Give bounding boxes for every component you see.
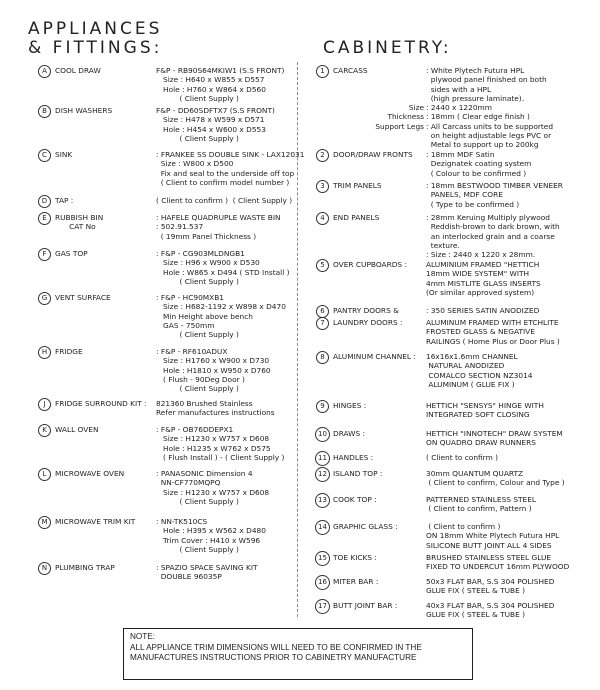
cabinetry-details: : 18mm MDF Satin Dezignatek coating system ( Colour to be confirmed ) [426,150,532,178]
appliance-details: 821360 Brushed Stainless Refer manufactures instructions [156,399,275,418]
cabinetry-details: ALUMINUM FRAMED WITH ETCHLITE FROSTED GLASS & NEGATIVE RAILINGS ( Home Plus or Door Plus ) [426,318,560,346]
cabinetry-badge: 5 [316,259,329,272]
cabinetry-details: BRUSHED STAINLESS STEEL GLUE FIXED TO UNDERCUT 16mm PLYWOOD [426,553,570,572]
appliance-details: : F&P - RF610ADUX Size : H1760 x W900 x D730 Hole : H1810 x W950 x D760 ( Flush - 90Deg Door ) ( Client Supply ) [156,347,271,394]
cabinetry-label: END PANELS [333,213,380,222]
cabinetry-badge: 16 [315,575,330,590]
cabinetry-details: HETTICH "SENSYS" HINGE WITH INTEGRATED SOFT CLOSING [426,401,544,420]
appliance-details: : HAFELE QUADRUPLE WASTE BIN : 502.91.537 ( 19mm Panel Thickness ) [156,213,281,241]
cabinetry-badge: 9 [316,400,329,413]
cabinetry-details: PATTERNED STAINLESS STEEL ( Client to confirm, Pattern ) [426,495,536,514]
column-divider [297,62,298,617]
cabinetry-label: HINGES : [333,401,367,410]
cabinetry-label: OVER CUPBOARDS : [333,260,407,269]
cabinetry-badge: 13 [315,493,330,508]
cabinetry-title: CABINETRY: [323,38,452,58]
appliance-label: GAS TOP [55,249,88,258]
cabinetry-badge: 17 [315,599,330,614]
cabinetry-details: HETTICH "INNOTECH" DRAW SYSTEM ON QUADRO DRAW RUNNERS [426,429,563,448]
appliance-badge: K [38,424,51,437]
appliance-label: PLUMBING TRAP [55,563,115,572]
appliance-label: WALL OVEN [55,425,99,434]
appliance-badge: L [38,468,51,481]
appliance-details: : FRANKEE SS DOUBLE SINK - LAX12031 Size : W800 x D500 Fix and seal to the underside off top ( Client to confirm model number ) [156,150,305,187]
appliance-label: FRIDGE [55,347,83,356]
appliance-badge: H [38,346,51,359]
appliance-badge: N [38,562,51,575]
cabinetry-details: ALUMINIUM FRAMED "HETTICH 18mm WIDE SYSTEM" WITH 4mm MISTLITE GLASS INSERTS (Or similar approved system) [426,260,541,297]
cabinetry-label: LAUNDRY DOORS : [333,318,403,327]
cabinetry-details: ( Client to confirm ) ON 18mm White Plytech Futura HPL SILICONE BUTT JOINT ALL 4 SIDES [426,522,560,550]
cabinetry-details: : 18mm BESTWOOD TIMBER VENEER PANELS, MDF CORE ( Type to be confirmed ) [426,181,563,209]
cabinetry-label: DRAWS : [333,429,366,438]
appliance-label: RUBBISH BIN CAT No [55,213,104,232]
cabinetry-label: BUTT JOINT BAR : [333,601,398,610]
cabinetry-badge: 3 [316,180,329,193]
appliance-label: COOL DRAW [55,66,101,75]
appliance-details: : F&P - HC90MXB1 Size : H682-1192 x W898 x D470 Min Height above bench GAS - 750mm ( Client Supply ) [156,293,286,340]
appliance-badge: J [38,398,51,411]
cabinetry-details: ( Client to confirm ) [426,453,499,462]
cabinetry-label: CARCASS [333,66,368,75]
appliance-details: F&P - RB90S64MKIW1 (S.S FRONT) Size : H640 x W855 x D557 Hole : H760 x W864 x D560 ( Client Supply ) [156,66,285,103]
appliance-badge: A [38,65,51,78]
appliance-badge: D [38,195,51,208]
cabinetry-badge: 1 [316,65,329,78]
appliances-title: APPLIANCES & FITTINGS: [28,19,163,58]
appliance-details: : NN-TK510CS Hole : H395 x W562 x D480 Trim Cover : H410 x W596 ( Client Supply ) [156,517,266,554]
cabinetry-badge: 7 [316,317,329,330]
cabinetry-label: HANDLES : [333,453,374,462]
appliance-label: MICROWAVE OVEN [55,469,125,478]
appliance-details: : F&P - CG903MLDNGB1 Size : H96 x W900 x D530 Hole : W865 x D494 ( STD Install ) ( Client Supply ) [156,249,290,286]
cabinetry-label: ALUMINUM CHANNEL : [333,352,416,361]
appliance-details: F&P - DD60SDFTX7 (S.S FRONT) Size : H478 x W599 x D571 Hole : H454 x W600 x D553 ( Client Supply ) [156,106,275,143]
appliance-details: : PANASONIC Dimension 4 NN-CF770MQPQ Size : H1230 x W757 x D608 ( Client Supply ) [156,469,270,506]
cabinetry-label: TRIM PANELS [333,181,382,190]
cabinetry-badge: 2 [316,149,329,162]
appliance-label: SINK [55,150,73,159]
appliance-details: : F&P - OB76DDEPX1 Size : H1230 x W757 x D608 Hole : H1235 x W762 x D575 ( Flush Install ) - ( Client Supply ) [156,425,285,462]
cabinetry-details: : 28mm Keruing Multiply plywood Reddish-brown to dark brown, with an interlocked grain and a coarse texture. : Size : 2440 x 1220 x 28mm. [426,213,560,260]
cabinetry-label: TOE KICKS : [333,553,377,562]
note-box: NOTE: ALL APPLIANCE TRIM DIMENSIONS WILL NEED TO BE CONFIRMED IN THE MANUFACTURES INSTRUCTIONS PRIOR TO CABINETRY MANUFACTURE [123,628,473,680]
cabinetry-label: DOOR/DRAW FRONTS [333,150,413,159]
appliance-badge: E [38,212,51,225]
cabinetry-label: COOK TOP : [333,495,377,504]
appliance-label: DISH WASHERS [55,106,113,115]
cabinetry-details: : 350 SERIES SATIN ANODIZED [426,306,540,315]
cabinetry-badge: 11 [315,451,330,466]
cabinetry-badge: 4 [316,212,329,225]
cabinetry-badge: 14 [315,520,330,535]
cabinetry-details: 16x16x1.6mm CHANNEL NATURAL ANODIZED COMALCO SECTION NZ3014 ALUMINUM ( GLUE FIX ) [426,352,533,389]
cabinetry-label: ISLAND TOP : [333,469,383,478]
cabinetry-details: : White Plytech Futura HPL plywood panel finished on both sides with a HPL (high pressure laminate). : 2440 x 1220mm : 18mm ( Clear edge finish ) : All Carcass units to be supported on height adjustable legs PVC or Metal to support up to 200kg [426,66,554,150]
appliance-badge: B [38,105,51,118]
cabinetry-details: 40x3 FLAT BAR, S.S 304 POLISHED GLUE FIX ( STEEL & TUBE ) [426,601,555,620]
cabinetry-badge: 10 [315,427,330,442]
appliance-badge: C [38,149,51,162]
cabinetry-badge: 15 [315,551,330,566]
cabinetry-label: PANTRY DOORS & [333,306,399,315]
cabinetry-sublabels: Size Thickness Support Legs [375,103,424,131]
appliance-label: TAP : [55,196,74,205]
appliance-label: VENT SURFACE [55,293,111,302]
cabinetry-details: 50x3 FLAT BAR, S.S 304 POLISHED GLUE FIX ( STEEL & TUBE ) [426,577,555,596]
appliance-details: : SPAZIO SPACE SAVING KIT DOUBLE 96035P [156,563,258,582]
appliance-details: ( Client to confirm ) ( Client Supply ) [156,196,293,205]
cabinetry-label: MITER BAR : [333,577,379,586]
appliance-badge: M [38,516,51,529]
cabinetry-badge: 6 [316,305,329,318]
appliance-label: FRIDGE SURROUND KIT : [55,399,147,408]
cabinetry-badge: 8 [316,351,329,364]
appliance-label: MICROWAVE TRIM KIT [55,517,136,526]
cabinetry-badge: 12 [315,467,330,482]
cabinetry-details: 30mm QUANTUM QUARTZ ( Client to confirm, Colour and Type ) [426,469,565,488]
cabinetry-label: GRAPHIC GLASS : [333,522,398,531]
appliance-badge: G [38,292,51,305]
appliance-badge: F [38,248,51,261]
